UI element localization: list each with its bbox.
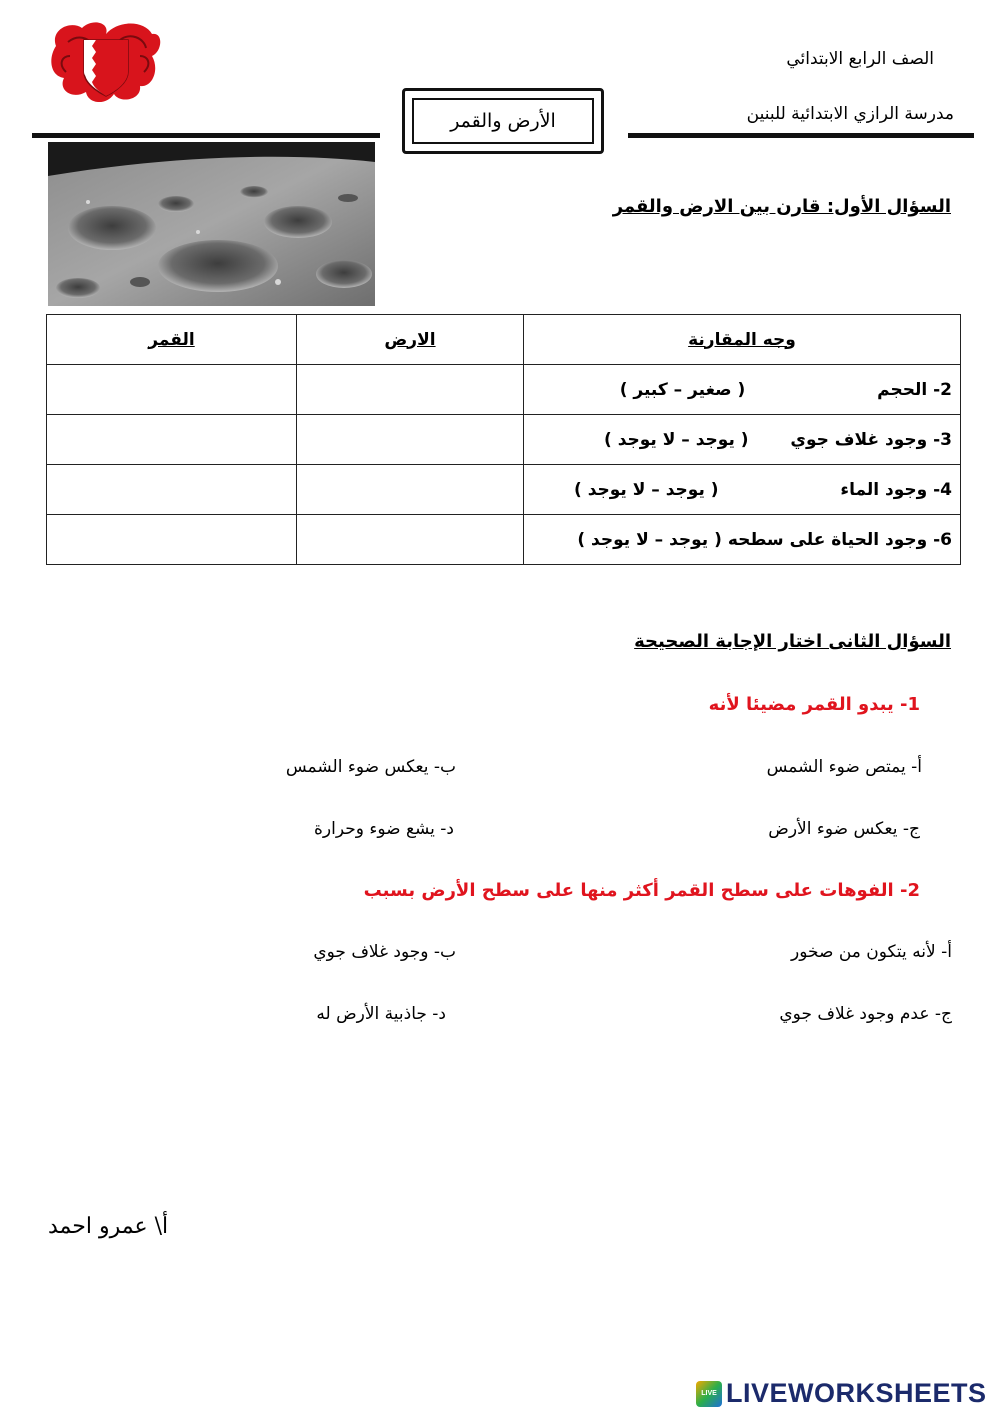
earth-answer-cell[interactable] [297,415,524,465]
column-header-moon: القمر [47,315,297,365]
logo-icon [696,1381,722,1407]
criterion-options: ( يوجد – لا يوجد ) [604,429,749,450]
moon-answer-cell[interactable] [47,365,297,415]
comparison-table [46,314,961,565]
criterion-options: ( يوجد – لا يوجد ) [574,479,719,500]
grade-label: الصف الرابع الابتدائي [786,49,934,69]
mcq-2-option-d[interactable]: د- جاذبية الأرض له [316,1004,446,1024]
earth-answer-cell[interactable] [297,515,524,565]
table-row [47,465,961,515]
mcq-2-option-c[interactable]: ج- عدم وجود غلاف جوي [779,1004,952,1024]
title-frame [402,88,604,154]
table-row [47,365,961,415]
teacher-signature: أ\ عمرو احمد [48,1214,169,1239]
column-header-criterion: وجه المقارنة [524,315,961,365]
header-rule-left [32,133,380,138]
brand-name: LIVEWORKSHEETS [726,1378,987,1408]
mcq-2-option-a[interactable]: أ- لأنه يتكون من صخور [791,942,952,962]
criterion-cell [524,515,961,565]
question1-heading: السؤال الأول: قارن بين الارض والقمر [612,196,951,217]
liveworksheets-logo [696,1378,987,1409]
question2-heading: السؤال الثانى اختار الإجابة الصحيحة [634,631,951,652]
header-rule-right [628,133,974,138]
earth-answer-cell[interactable] [297,465,524,515]
criterion-label: 4- وجود الماء [840,479,952,500]
moon-answer-cell[interactable] [47,465,297,515]
page-title: الأرض والقمر [412,98,594,144]
criterion-cell [524,415,961,465]
moon-surface-image [48,142,375,306]
criterion-label: 2- الحجم [877,379,952,400]
criterion-cell [524,365,961,415]
criterion-label: 3- وجود غلاف جوي [790,429,952,450]
table-row [47,515,961,565]
criterion-label: 6- وجود الحياة على سطحه [727,529,952,550]
mcq-2-prompt: 2- الفوهات على سطح القمر أكثر منها على سطح الأرض بسبب [363,880,920,901]
logo-icon-letters: LIVE [701,1390,717,1397]
mcq-2-option-b[interactable]: ب- وجود غلاف جوي [313,942,456,962]
criterion-options: ( صغير – كبير ) [619,379,746,400]
mcq-1-option-a[interactable]: أ- يمتص ضوء الشمس [766,757,922,777]
criterion-cell [524,465,961,515]
school-name: مدرسة الرازي الابتدائية للبنين [746,104,954,124]
column-header-earth: الارض [297,315,524,365]
criterion-options: ( يوجد – لا يوجد ) [577,529,722,550]
mcq-1-prompt: 1- يبدو القمر مضيئا لأنه [708,694,920,715]
earth-answer-cell[interactable] [297,365,524,415]
table-row [47,415,961,465]
mcq-1-option-b[interactable]: ب- يعكس ضوء الشمس [285,757,456,777]
bahrain-emblem [48,16,164,106]
moon-answer-cell[interactable] [47,515,297,565]
table-header-row [47,315,961,365]
mcq-1-option-d[interactable]: د- يشع ضوء وحرارة [313,819,454,839]
mcq-1-option-c[interactable]: ج- يعكس ضوء الأرض [768,819,920,839]
moon-answer-cell[interactable] [47,415,297,465]
